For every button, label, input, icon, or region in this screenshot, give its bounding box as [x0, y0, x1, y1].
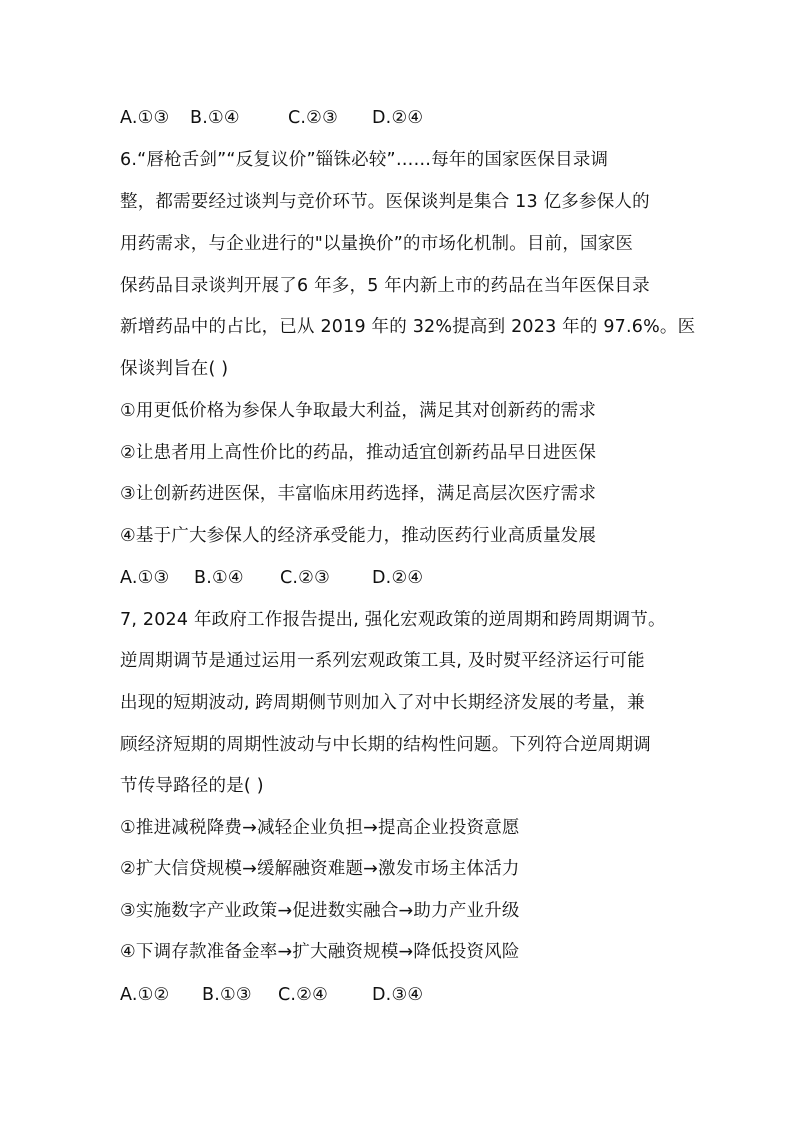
- option-c: C.②③: [288, 108, 338, 128]
- option-d: D.②④: [372, 108, 424, 128]
- option-a: A.①③: [120, 568, 170, 588]
- option-b: B.①③: [202, 985, 252, 1005]
- q6-statement-3: ③让创新药进医保，丰富临床用药选择，满足高层次医疗需求: [120, 484, 597, 504]
- q6-statement-1: ①用更低价格为参保人争取最大利益，满足其对创新药的需求: [120, 401, 597, 421]
- q6-stem-line: 保药品目录谈判开展了6 年多，5 年内新上市的药品在当年医保目录: [120, 276, 650, 296]
- q7-stem-line: 逆周期调节是通过运用一系列宏观政策工具, 及时熨平经济运行可能: [120, 651, 645, 671]
- q7-options: [120, 983, 423, 1007]
- q6-stem-line: 新增药品中的占比，已从 2019 年的 32%提高到 2023 年的 97.6%。医: [120, 317, 696, 337]
- prev-question-options: [120, 106, 423, 130]
- option-c: C.②③: [280, 568, 330, 588]
- q7-stem-line: 出现的短期波动, 跨周期侧节则加入了对中长期经济发展的考量，兼: [120, 693, 645, 713]
- q7-statement-2: ②扩大信贷规模→缓解融资难题→激发市场主体活力: [120, 859, 520, 879]
- option-c: C.②④: [278, 985, 328, 1005]
- option-b: B.①④: [194, 568, 244, 588]
- q6-stem-line: 6.“唇枪舌剑”“反复议价”锱铢必较”……每年的国家医保目录调: [120, 150, 609, 170]
- option-a: A.①③: [120, 108, 170, 128]
- option-b: B.①④: [190, 108, 240, 128]
- q6-stem-line: 用药需求，与企业进行的"以量换价”的市场化机制。目前，国家医: [120, 234, 634, 254]
- q6-stem-line: 整，都需要经过谈判与竞价环节。医保谈判是集合 13 亿多参保人的: [120, 192, 650, 212]
- q7-stem-line: 节传导路径的是( ): [120, 776, 264, 796]
- q7-statement-3: ③实施数字产业政策→促进数实融合→助力产业升级: [120, 901, 520, 921]
- option-a: A.①②: [120, 985, 170, 1005]
- q6-options: [120, 566, 423, 590]
- q6-statement-2: ②让患者用上高性价比的药品，推动适宜创新药品早日进医保: [120, 443, 597, 463]
- q7-stem-line: 7, 2024 年政府工作报告提出, 强化宏观政策的逆周期和跨周期调节。: [120, 610, 666, 630]
- q6-stem-line: 保谈判旨在( ): [120, 359, 229, 379]
- q6-statement-4: ④基于广大参保人的经济承受能力，推动医药行业高质量发展: [120, 526, 597, 546]
- q7-stem-line: 顾经济短期的周期性波动与中长期的结构性问题。下列符合逆周期调: [120, 735, 651, 755]
- option-d: D.②④: [372, 568, 424, 588]
- option-d: D.③④: [372, 985, 424, 1005]
- q7-statement-4: ④下调存款准备金率→扩大融资规模→降低投资风险: [120, 942, 520, 962]
- q7-statement-1: ①推进减税降费→减轻企业负担→提高企业投资意愿: [120, 818, 520, 838]
